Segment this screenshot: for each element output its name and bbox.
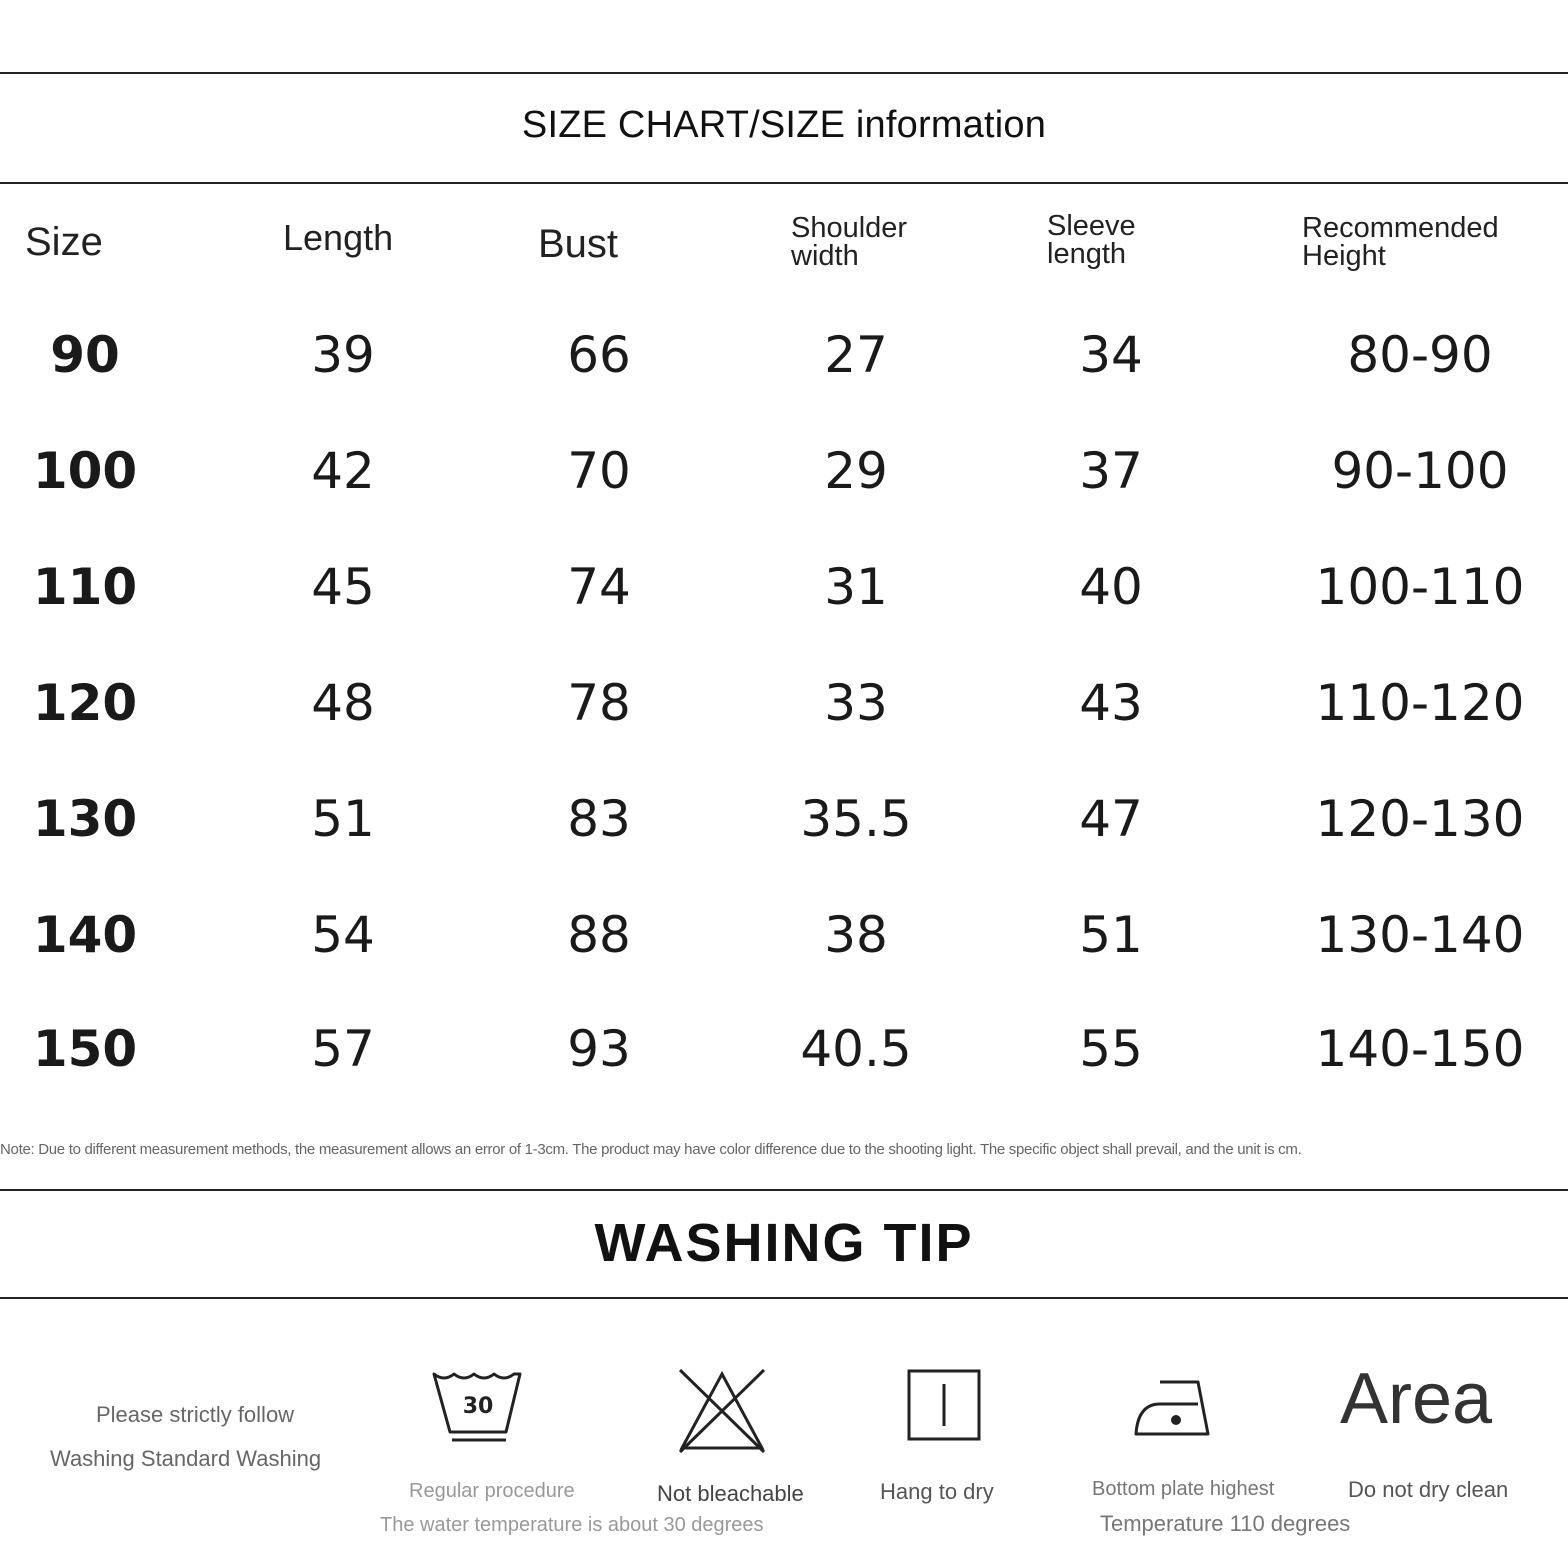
cell-sleeve-length: 37	[1079, 442, 1143, 500]
cell-sleeve-length: 34	[1079, 326, 1143, 384]
cell-sleeve-length: 40	[1079, 558, 1143, 616]
cell-shoulder-width: 31	[824, 558, 888, 616]
caption-water-temperature: The water temperature is about 30 degrees	[380, 1514, 764, 1536]
header-recommended-height	[1302, 214, 1499, 270]
header-bust: Bust	[538, 222, 619, 266]
cell-size: 150	[32, 1020, 138, 1078]
header-height-line2: Height	[1302, 240, 1386, 272]
cell-recommended-height: 110-120	[1315, 674, 1525, 732]
cell-recommended-height: 140-150	[1315, 1020, 1525, 1078]
cell-length: 51	[311, 790, 375, 848]
cell-size: 120	[32, 674, 138, 732]
cell-shoulder-width: 29	[824, 442, 888, 500]
washing-rule	[0, 1297, 1568, 1299]
cell-sleeve-length: 51	[1079, 906, 1143, 964]
cell-length: 42	[311, 442, 375, 500]
cell-bust: 88	[567, 906, 631, 964]
cell-shoulder-width: 40.5	[800, 1020, 912, 1078]
header-height-line1: Recommended	[1302, 212, 1499, 244]
cell-length: 54	[311, 906, 375, 964]
cell-length: 48	[311, 674, 375, 732]
caption-hang-to-dry: Hang to dry	[880, 1479, 994, 1504]
wash-30-icon	[430, 1368, 526, 1446]
cell-length: 39	[311, 326, 375, 384]
cell-bust: 66	[567, 326, 631, 384]
cell-recommended-height: 120-130	[1315, 790, 1525, 848]
cell-size: 140	[32, 906, 138, 964]
iron-icon	[1130, 1374, 1214, 1440]
cell-shoulder-width: 33	[824, 674, 888, 732]
cell-size: 110	[32, 558, 138, 616]
cell-size: 100	[32, 442, 138, 500]
note-rule	[0, 1189, 1568, 1191]
header-sleeve-length	[1047, 212, 1136, 268]
cell-bust: 70	[567, 442, 631, 500]
cell-shoulder-width: 35.5	[800, 790, 912, 848]
no-bleach-icon	[676, 1366, 768, 1456]
title-rule	[0, 182, 1568, 184]
header-sleeve-line2: length	[1047, 238, 1127, 270]
cell-bust: 93	[567, 1020, 631, 1078]
cell-bust: 83	[567, 790, 631, 848]
hang-dry-icon	[906, 1368, 982, 1442]
cell-sleeve-length: 43	[1079, 674, 1143, 732]
cell-recommended-height: 100-110	[1315, 558, 1525, 616]
cell-shoulder-width: 38	[824, 906, 888, 964]
cell-shoulder-width: 27	[824, 326, 888, 384]
wash-temp-label: 30	[462, 1394, 494, 1419]
cell-recommended-height: 130-140	[1315, 906, 1525, 964]
cell-bust: 78	[567, 674, 631, 732]
cell-size: 90	[50, 326, 120, 384]
washing-intro-line2: Washing Standard Washing	[50, 1446, 322, 1471]
header-sleeve-line1: Sleeve	[1047, 210, 1136, 242]
header-length: Length	[283, 217, 394, 258]
cell-bust: 74	[567, 558, 631, 616]
washing-intro-line1: Please strictly follow	[96, 1402, 295, 1427]
header-size: Size	[25, 220, 103, 264]
caption-iron-temperature: Temperature 110 degrees	[1100, 1511, 1351, 1536]
header-shoulder-line2: width	[791, 240, 859, 272]
cell-length: 45	[311, 558, 375, 616]
caption-regular-procedure: Regular procedure	[409, 1480, 575, 1502]
measurement-note: Note: Due to different measurement methods, the measurement allows an error of 1-3cm. The product may have color difference due to the shooting light. The specific object shall prevail, and the unit is cm.	[0, 1141, 1302, 1158]
header-shoulder-line1: Shoulder	[791, 212, 908, 244]
page-title: SIZE CHART/SIZE information	[521, 104, 1047, 146]
washing-tip-title: WASHING TIP	[594, 1213, 974, 1273]
cell-recommended-height: 90-100	[1331, 442, 1509, 500]
cell-sleeve-length: 55	[1079, 1020, 1143, 1078]
cell-size: 130	[32, 790, 138, 848]
caption-bottom-plate: Bottom plate highest	[1092, 1478, 1275, 1500]
area-word: Area	[1340, 1359, 1493, 1439]
caption-not-bleachable: Not bleachable	[657, 1481, 804, 1506]
cell-sleeve-length: 47	[1079, 790, 1143, 848]
header-shoulder-width	[791, 214, 907, 270]
cell-recommended-height: 80-90	[1347, 326, 1493, 384]
caption-do-not-dry-clean: Do not dry clean	[1348, 1477, 1509, 1502]
top-rule	[0, 72, 1568, 74]
cell-length: 57	[311, 1020, 375, 1078]
